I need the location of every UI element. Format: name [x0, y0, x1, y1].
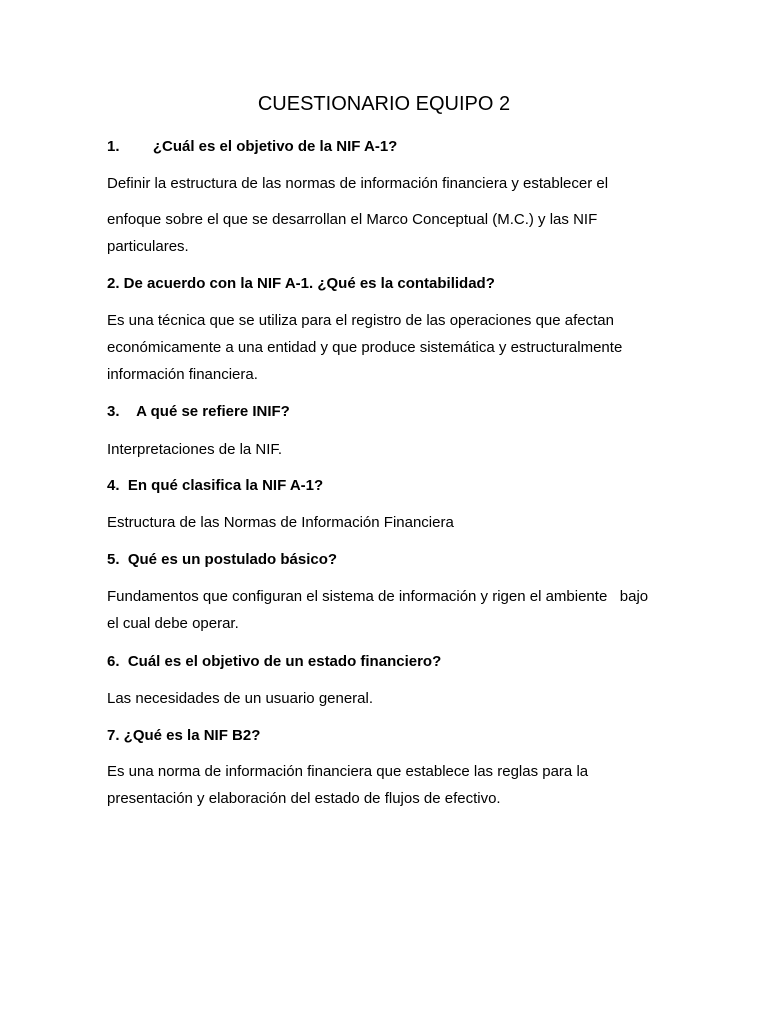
answer-4 [107, 509, 667, 536]
question-5: 5. Qué es un postulado básico? [107, 551, 338, 568]
answer-3-line-1: Interpretaciones de la NIF. [107, 441, 283, 458]
answer-2-line-3: información financiera. [107, 366, 258, 383]
answer-6-line-1: Las necesidades de un usuario general. [107, 690, 374, 707]
answer-7-line-2: presentación y elaboración del estado de flujos de efectivo. [107, 790, 501, 807]
answer-5-line-1: Fundamentos que configuran el sistema de información y rigen el ambiente bajo [107, 588, 649, 605]
answer-7-line-1: Es una norma de información financiera que establece las reglas para la [107, 763, 589, 780]
answer-1-line-3: particulares. [107, 238, 189, 255]
answer-5-line-2: el cual debe operar. [107, 615, 239, 632]
document-title: CUESTIONARIO EQUIPO 2 [257, 93, 511, 115]
answer-3 [107, 436, 667, 463]
answer-2-line-2: económicamente a una entidad y que produce sistemática y estructuralmente [107, 339, 623, 356]
question-3: 3. A qué se refiere INIF? [107, 403, 290, 420]
question-1: 1. ¿Cuál es el objetivo de la NIF A-1? [107, 138, 398, 155]
question-4: 4. En qué clasifica la NIF A-1? [107, 477, 324, 494]
answer-5 [107, 583, 667, 637]
answer-2-line-1: Es una técnica que se utiliza para el registro de las operaciones que afectan [107, 312, 614, 329]
answer-1-line-2: enfoque sobre el que se desarrollan el Marco Conceptual (M.C.) y las NIF [107, 211, 598, 228]
answer-1-line-1: Definir la estructura de las normas de información financiera y establecer el [107, 175, 609, 192]
answer-6 [107, 685, 667, 712]
answer-4-line-1: Estructura de las Normas de Información Financiera [107, 514, 454, 531]
question-6: 6. Cuál es el objetivo de un estado financiero? [107, 653, 442, 670]
answer-7 [107, 758, 667, 812]
answer-1-continued [107, 206, 667, 260]
answer-1 [107, 170, 667, 197]
question-2: 2. De acuerdo con la NIF A-1. ¿Qué es la contabilidad? [107, 275, 495, 292]
answer-2 [107, 307, 667, 388]
question-7: 7. ¿Qué es la NIF B2? [107, 727, 261, 744]
